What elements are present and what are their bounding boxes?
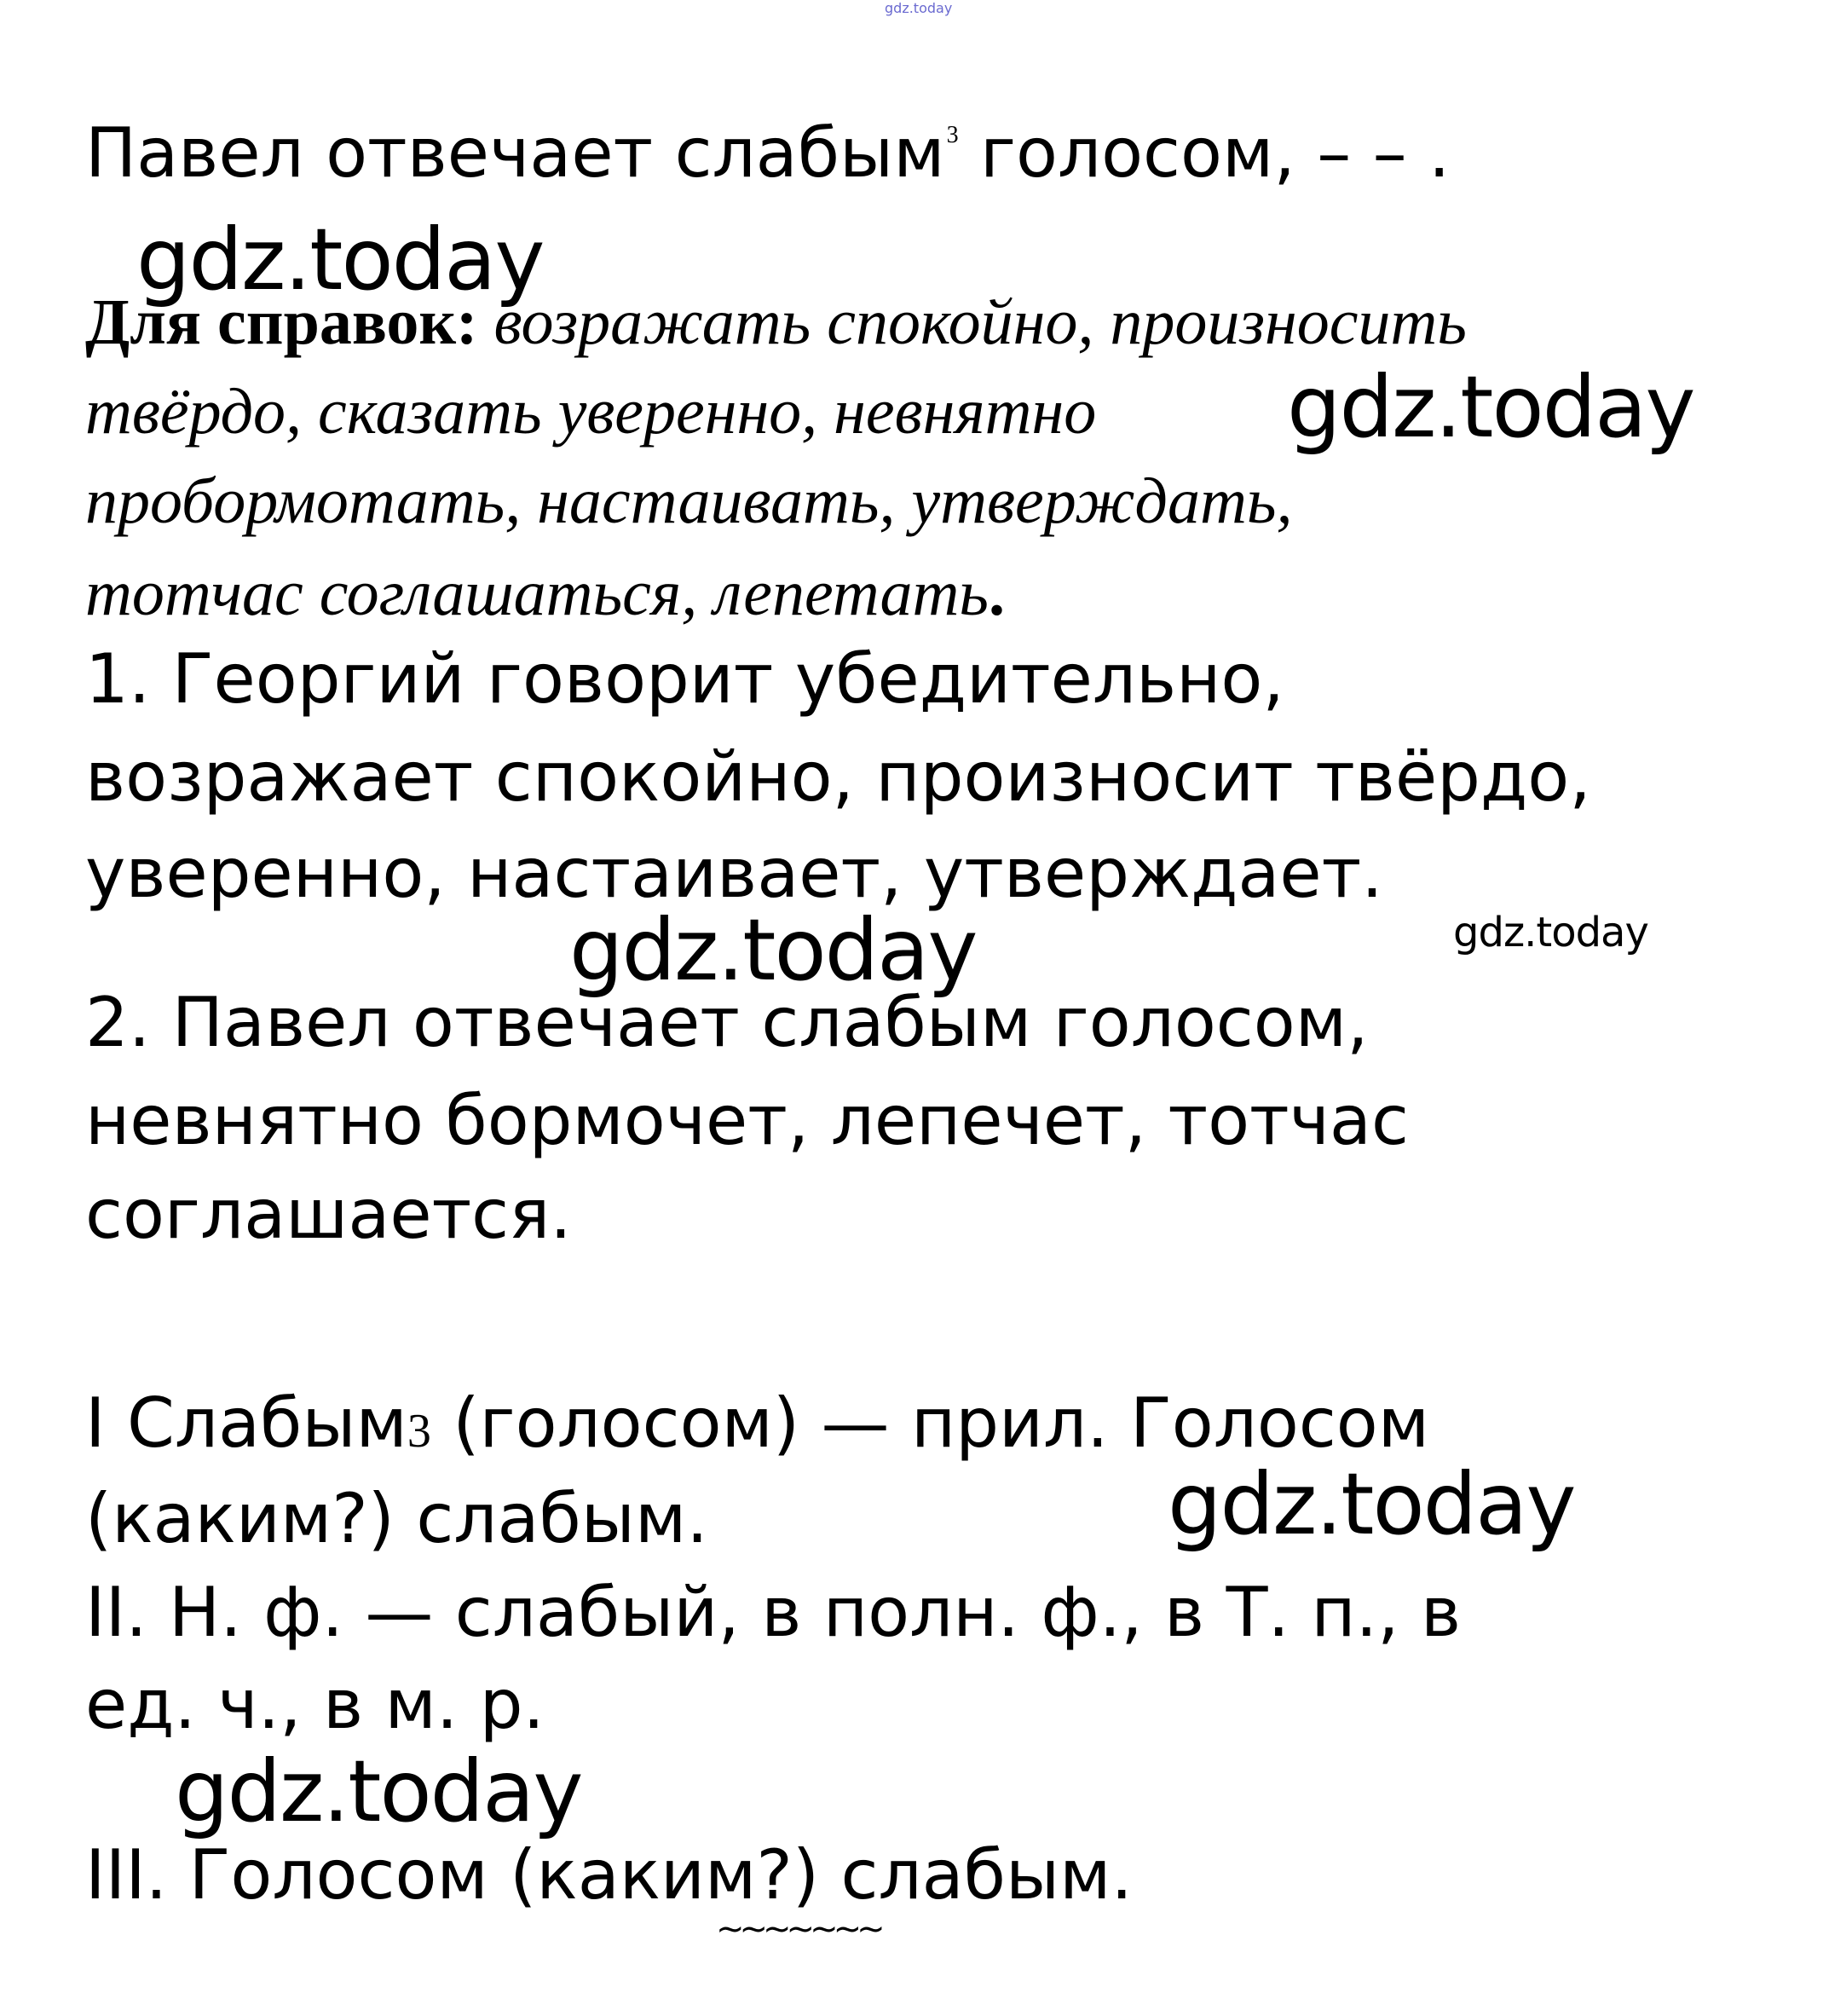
- analysis-part2-line2: ед. ч., в м. р.: [85, 1665, 545, 1744]
- answer2-line2: невнятно бормочет, лепечет, тотчас: [85, 1081, 1409, 1160]
- answer2-line1: 2. Павел отвечает слабым голосом,: [85, 983, 1369, 1062]
- task-sentence-tail: голосом, – – .: [958, 113, 1451, 193]
- answer1-line1: 1. Георгий говорит убедительно,: [85, 639, 1284, 719]
- reference-line-2: [85, 376, 1097, 448]
- analysis-part1-sub: 3: [407, 1405, 431, 1458]
- reference-text-4: тотчас соглашаться, лепетать: [85, 557, 989, 629]
- watermark: gdz.today: [1287, 357, 1694, 457]
- reference-text-3: пробормотать, настаивать, утверждать,: [85, 465, 1293, 537]
- watermark: gdz.today: [569, 900, 977, 1000]
- watermark: gdz.today: [175, 1742, 582, 1841]
- task-sentence: [85, 113, 1451, 193]
- task-sentence-text: Павел отвечает слабым: [85, 113, 945, 193]
- answer2-line3: соглашается.: [85, 1175, 572, 1254]
- end-squiggle: ~~~~~~~: [716, 1909, 880, 1949]
- reference-end: .: [989, 557, 1005, 629]
- reference-text-1: возражать спокойно, произносить: [477, 286, 1467, 358]
- analysis-part2-line1: II. Н. ф. — слабый, в полн. ф., в Т. п., в: [85, 1573, 1462, 1652]
- watermark-top: gdz.today: [885, 0, 953, 16]
- answer1-line2: возражает спокойно, произносит твёрдо,: [85, 737, 1591, 817]
- watermark: gdz.today: [136, 210, 544, 309]
- analysis-part1-b: (голосом) — прил. Голосом: [430, 1383, 1430, 1463]
- answer1-line3: уверенно, настаивает, утверждает.: [85, 834, 1383, 913]
- reference-line-1: [85, 286, 1467, 358]
- reference-line-4: [85, 557, 1005, 629]
- watermark: gdz.today: [1168, 1454, 1575, 1554]
- reference-text-2: твёрдо, сказать уверенно, невнятно: [85, 376, 1097, 448]
- reference-line-3: [85, 465, 1293, 537]
- analysis-part1-a: I Слабым: [85, 1383, 407, 1463]
- analysis-part1-line1: [85, 1383, 1430, 1463]
- analysis-part3-line1: III. Голосом (каким?) слабым.: [85, 1835, 1133, 1915]
- reference-heading: Для справок:: [85, 286, 478, 358]
- watermark-small: gdz.today: [1453, 909, 1648, 956]
- footnote-marker: 3: [946, 122, 959, 148]
- analysis-part1-line2: (каким?) слабым.: [85, 1479, 708, 1558]
